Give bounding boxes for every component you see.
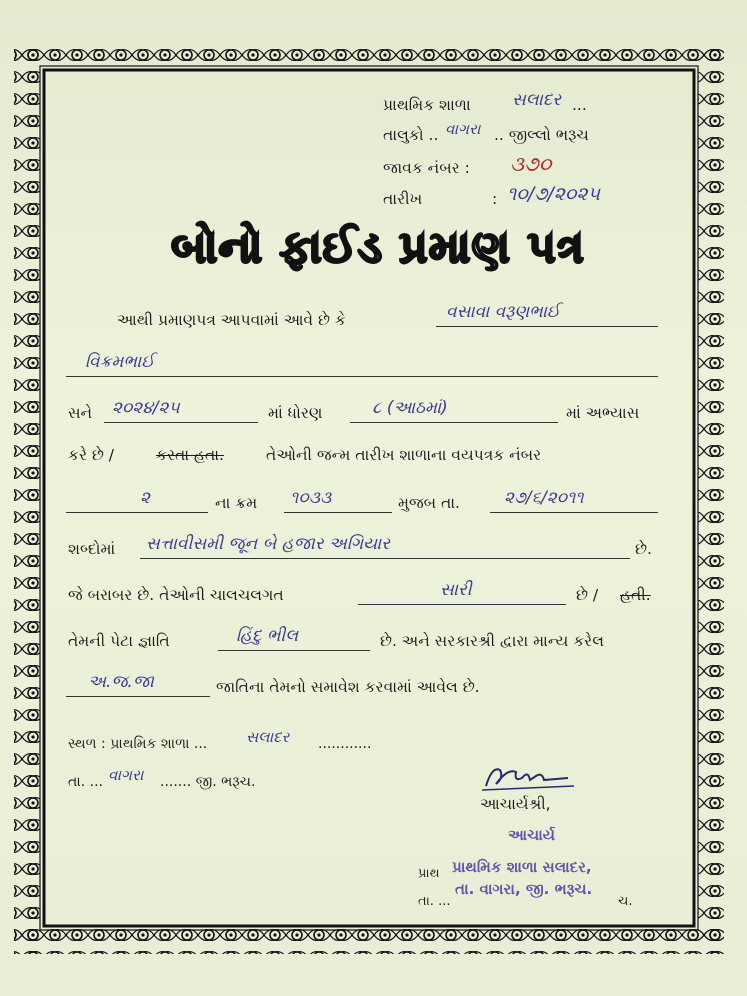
register-line	[66, 512, 208, 513]
school-value: સલાદર	[512, 90, 562, 110]
std-value: ૮ (આઠમાં)	[372, 398, 448, 418]
words-value: સત્તાવીસમી જૂન બે હજાર અગિયાર	[146, 534, 390, 554]
serial-line	[284, 512, 392, 513]
place-value: સલાદર	[246, 728, 290, 746]
date-value: ૧૦/૭/૨૦૨૫	[507, 183, 600, 205]
line3-text: કરે છે /	[68, 446, 115, 464]
conduct-strike: હતી.	[620, 586, 651, 604]
date-label: તારીખ	[383, 190, 423, 208]
conduct-value: સારી	[440, 580, 472, 600]
serial-label: ના ક્રમ	[215, 494, 258, 512]
caste-rest: છે. અને સરકારશ્રી દ્વારા માન્ય કરેલ	[380, 632, 604, 650]
line3-rest: તેઓની જન્મ તારીખ શાળાના વયપત્રક નંબર	[266, 446, 542, 464]
dob-label: મુજબ તા.	[398, 494, 460, 512]
footer-taluka-value: વાગરા	[108, 766, 144, 784]
place-label: સ્થળ : પ્રાથમિક શાળા ...	[68, 736, 208, 752]
year-value: ૨૦૨૪/૨૫	[112, 398, 180, 418]
district-label: .. જીલ્લો ભરૂચ	[494, 126, 589, 144]
principal-label: આચાર્યશ્રી,	[480, 795, 551, 813]
serial-value: ૧૦૩૩	[290, 488, 332, 508]
dob-line	[490, 512, 658, 513]
std-label: માં ધોરણ	[268, 404, 323, 422]
name-line2	[66, 376, 658, 377]
date-colon: :	[492, 190, 498, 208]
line1-text: આથી પ્રમાણપત્ર આપવામાં આવે છે કે	[117, 311, 346, 329]
stamp-prefix2: તા. ...	[418, 894, 451, 909]
std-line	[350, 422, 558, 423]
category-rest: જાતિના તેમનો સમાવેશ કરવામાં આવેલ છે.	[216, 678, 480, 696]
words-end: છે.	[635, 540, 652, 558]
name-part2: વિક્રમભાઈ	[85, 352, 155, 372]
dots: ...	[572, 96, 587, 114]
name-part1: વસાવા વરૂણભાઈ	[446, 302, 561, 322]
line3-strike: કરતા હતા.	[156, 446, 224, 464]
caste-line	[218, 650, 370, 651]
conduct-label: જે બરાબર છે. તેઓની ચાલચલગત	[68, 586, 284, 604]
taluka-value: વાગરા	[445, 120, 481, 138]
stamp-line1: આચાર્ય	[508, 826, 556, 844]
caste-label: તેમની પેટા જ્ઞાતિ	[68, 632, 170, 650]
year-line	[104, 422, 258, 423]
taluka-label: તાલુકો ..	[383, 126, 439, 144]
certificate-title: બોનો ફાઈડ પ્રમાણ પત્ર	[171, 222, 585, 273]
words-line	[140, 558, 630, 559]
words-label: શબ્દોમાં	[68, 540, 116, 558]
register-value: ૨	[140, 488, 150, 508]
caste-value: હિંદુ ભીલ	[236, 626, 299, 646]
stamp-prefix: પ્રાથ	[418, 866, 440, 881]
conduct-end: છે /	[576, 586, 599, 604]
category-value: અ.જ.જા	[88, 672, 154, 692]
outward-label: જાવક નંબર :	[383, 159, 470, 177]
place-dots: ............	[318, 736, 372, 752]
year-label: સને	[68, 404, 93, 422]
school-label: પ્રાથમિક શાળા	[383, 96, 471, 114]
study-label: માં અભ્યાસ	[566, 404, 640, 422]
category-line	[66, 696, 210, 697]
outward-value: ૩૭૦	[510, 152, 552, 176]
dob-value: ૨૭/૬/૨૦૧૧	[504, 488, 584, 508]
footer-taluka-rest: ....... જી. ભરૂચ.	[160, 774, 256, 790]
conduct-line	[358, 604, 566, 605]
footer-taluka-label: તા. ...	[68, 774, 103, 790]
name-line1	[436, 326, 658, 327]
stamp-line3: તા. વાગરા, જી. ભરૂચ.	[455, 880, 593, 898]
stamp-line2: પ્રાથમિક શાળા સલાદર,	[452, 858, 592, 876]
principal-signature	[478, 760, 578, 796]
stamp-suffix2: ચ.	[618, 894, 633, 909]
